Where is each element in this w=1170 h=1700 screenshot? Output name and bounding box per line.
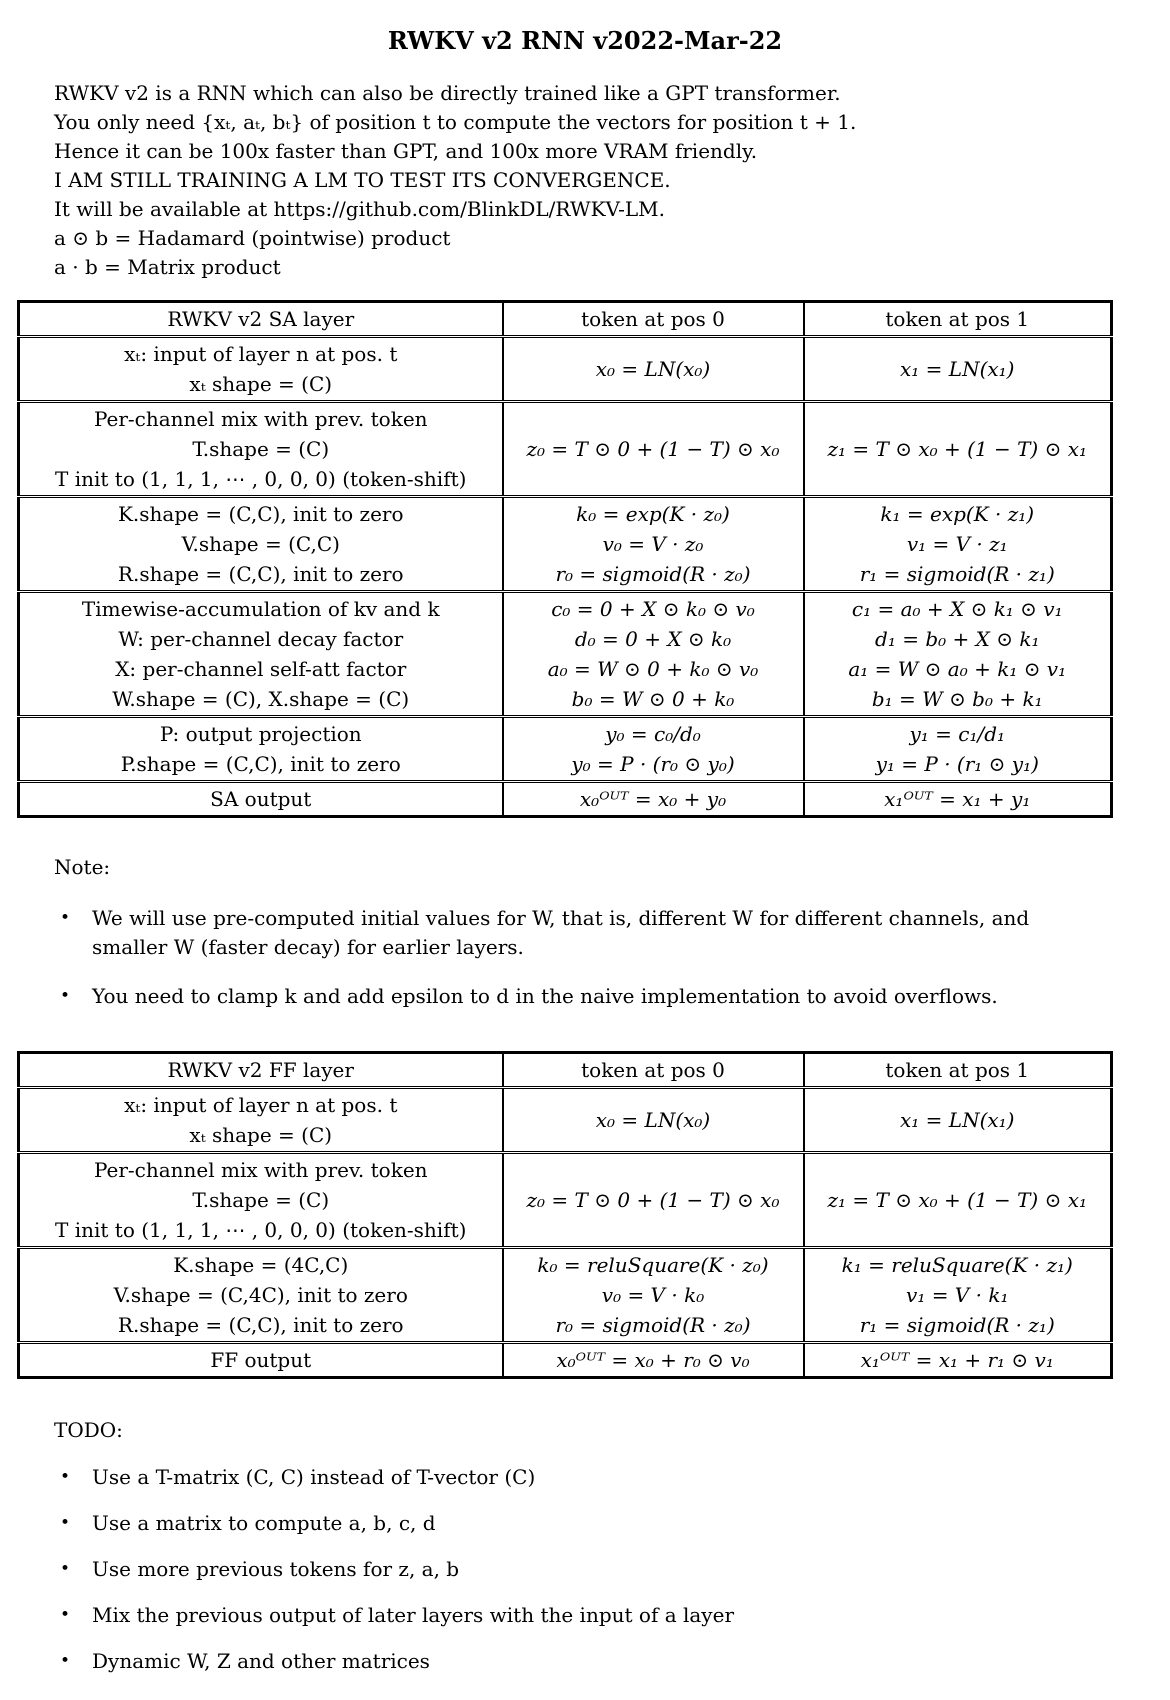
desc-cell	[19, 717, 503, 782]
formula-line: k₀ = reluSquare(K · z₀)	[537, 1253, 769, 1277]
formula-line: k₁ = reluSquare(K · z₁)	[841, 1253, 1073, 1277]
sa-layer-table	[17, 300, 1113, 818]
formula-line: v₁ = V · z₁	[906, 532, 1008, 556]
formula-line: d₀ = 0 + X ⊙ k₀	[574, 627, 732, 651]
bullet-icon: •	[60, 986, 71, 1006]
sa-row-proj	[19, 717, 1112, 782]
document-page	[0, 26, 1170, 1676]
todo-bullet-text: Use a T-matrix (C, C) instead of T-vector (C)	[92, 1465, 536, 1489]
formula-line: a₁ = W ⊙ a₀ + k₁ ⊙ v₁	[848, 657, 1067, 681]
text-line: T.shape = (C)	[192, 1188, 330, 1212]
text-line: P: output projection	[159, 722, 362, 746]
header-cell: token at pos 0	[503, 1053, 804, 1088]
formula-line: k₁ = exp(K · z₁)	[880, 502, 1035, 526]
desc-cell	[19, 402, 503, 497]
pos0-cell	[503, 1088, 804, 1153]
text-line: R.shape = (C,C), init to zero	[117, 1313, 404, 1337]
formula-line: x₀ = LN(x₀)	[595, 1108, 711, 1132]
desc-cell	[19, 782, 503, 817]
pos1-cell	[804, 1088, 1112, 1153]
pos1-cell	[804, 1248, 1112, 1343]
pos1-cell	[804, 1343, 1112, 1378]
formula-line: r₀ = sigmoid(R · z₀)	[555, 562, 751, 586]
pos0-cell	[503, 337, 804, 402]
todo-bullet-text: Use a matrix to compute a, b, c, d	[92, 1511, 436, 1535]
text-line: xₜ: input of layer n at pos. t	[124, 1093, 398, 1117]
bullet-icon: •	[60, 908, 71, 928]
intro-line: RWKV v2 is a RNN which can also be directly trained like a GPT transformer.	[54, 81, 841, 105]
desc-cell	[19, 1343, 503, 1378]
todo-bullet-item	[60, 1555, 1170, 1584]
note-bullet-text: You need to clamp k and add epsilon to d in the naive implementation to avoid overflows.	[92, 984, 998, 1008]
sa-row-input	[19, 337, 1112, 402]
header-cell: token at pos 1	[804, 302, 1112, 337]
pos1-cell	[804, 1153, 1112, 1248]
text-line: K.shape = (4C,C)	[173, 1253, 349, 1277]
formula-line: r₁ = sigmoid(R · z₁)	[859, 562, 1055, 586]
text-line: W.shape = (C), X.shape = (C)	[112, 687, 410, 711]
text-line: xₜ shape = (C)	[189, 372, 333, 396]
formula-line: r₁ = sigmoid(R · z₁)	[859, 1313, 1055, 1337]
pos0-cell	[503, 1248, 804, 1343]
formula-line: z₀ = T ⊙ 0 + (1 − T) ⊙ x₀	[526, 1188, 780, 1212]
intro-line: You only need {xₜ, aₜ, bₜ} of position t to compute the vectors for position t + 1.	[54, 110, 857, 134]
text-line: Per-channel mix with prev. token	[93, 407, 428, 431]
text-line: V.shape = (C,4C), init to zero	[113, 1283, 408, 1307]
sa-table-header-row	[19, 302, 1112, 337]
formula-line: y₁ = P · (r₁ ⊙ y₁)	[875, 752, 1039, 776]
text-line: FF output	[210, 1348, 312, 1372]
formula-line: z₁ = T ⊙ x₀ + (1 − T) ⊙ x₁	[827, 1188, 1088, 1212]
text-line: P.shape = (C,C), init to zero	[120, 752, 401, 776]
todo-bullet-text: Use more previous tokens for z, a, b	[92, 1557, 460, 1581]
ff-table-header-row	[19, 1053, 1112, 1088]
formula-line: x₁ = LN(x₁)	[900, 1108, 1015, 1132]
ff-row-mix	[19, 1153, 1112, 1248]
header-cell: RWKV v2 SA layer	[19, 302, 503, 337]
formula-line: x₀ᴼᵁᵀ = x₀ + y₀	[579, 787, 727, 811]
pos1-cell	[804, 497, 1112, 592]
formula-line: x₀ᴼᵁᵀ = x₀ + r₀ ⊙ v₀	[556, 1348, 750, 1372]
header-cell: RWKV v2 FF layer	[19, 1053, 503, 1088]
intro-line: a ⊙ b = Hadamard (pointwise) product	[54, 226, 451, 250]
todo-section	[54, 1415, 1170, 1676]
text-line: T init to (1, 1, 1, ⋯ , 0, 0, 0) (token-shift)	[55, 467, 467, 491]
pos0-cell	[503, 497, 804, 592]
sa-row-accum	[19, 592, 1112, 717]
text-line: xₜ: input of layer n at pos. t	[124, 342, 398, 366]
todo-bullet-item	[60, 1601, 1170, 1630]
formula-line: x₀ = LN(x₀)	[595, 357, 711, 381]
page-title: RWKV v2 RNN v2022-Mar-22	[387, 26, 783, 55]
formula-line: z₀ = T ⊙ 0 + (1 − T) ⊙ x₀	[526, 437, 780, 461]
intro-line: a · b = Matrix product	[54, 255, 281, 279]
todo-bullet-item	[60, 1647, 1170, 1676]
intro-paragraph	[54, 79, 1130, 282]
note-section	[54, 852, 1170, 1011]
intro-line-repo-url: It will be available at https://github.com/BlinkDL/RWKV-LM.	[54, 197, 666, 221]
ff-layer-table	[17, 1051, 1113, 1379]
formula-line: y₁ = c₁/d₁	[909, 722, 1006, 746]
note-heading: Note:	[54, 855, 111, 879]
formula-line: r₀ = sigmoid(R · z₀)	[555, 1313, 751, 1337]
todo-bullet-text: Mix the previous output of later layers with the input of a layer	[92, 1603, 735, 1627]
desc-cell	[19, 1153, 503, 1248]
text-line: T init to (1, 1, 1, ⋯ , 0, 0, 0) (token-shift)	[55, 1218, 467, 1242]
formula-line: v₀ = V · k₀	[601, 1283, 705, 1307]
todo-bullet-text: Dynamic W, Z and other matrices	[92, 1649, 430, 1673]
formula-line: v₀ = V · z₀	[602, 532, 704, 556]
intro-line: I AM STILL TRAINING A LM TO TEST ITS CONVERGENCE.	[54, 168, 671, 192]
formula-line: z₁ = T ⊙ x₀ + (1 − T) ⊙ x₁	[827, 437, 1088, 461]
ff-row-input	[19, 1088, 1112, 1153]
note-bullet-item	[60, 982, 1170, 1011]
todo-heading: TODO:	[54, 1418, 123, 1442]
pos0-cell	[503, 402, 804, 497]
intro-line: Hence it can be 100x faster than GPT, and 100x more VRAM friendly.	[54, 139, 758, 163]
formula-line: c₀ = 0 + X ⊙ k₀ ⊙ v₀	[551, 597, 755, 621]
bullet-icon: •	[60, 1467, 71, 1487]
ff-row-kvr	[19, 1248, 1112, 1343]
formula-line: b₁ = W ⊙ b₀ + k₁	[871, 687, 1043, 711]
text-line: V.shape = (C,C)	[181, 532, 340, 556]
pos0-cell	[503, 782, 804, 817]
desc-cell	[19, 497, 503, 592]
formula-line: k₀ = exp(K · z₀)	[576, 502, 730, 526]
formula-line: b₀ = W ⊙ 0 + k₀	[571, 687, 735, 711]
sa-row-kvr	[19, 497, 1112, 592]
text-line: X: per-channel self-att factor	[115, 657, 407, 681]
ff-row-output	[19, 1343, 1112, 1378]
pos1-cell	[804, 782, 1112, 817]
text-line: K.shape = (C,C), init to zero	[117, 502, 404, 526]
desc-cell	[19, 1088, 503, 1153]
bullet-icon: •	[60, 1559, 71, 1579]
formula-line: y₀ = c₀/d₀	[605, 722, 701, 746]
formula-line: x₁ = LN(x₁)	[900, 357, 1015, 381]
formula-line: y₀ = P · (r₀ ⊙ y₀)	[571, 752, 735, 776]
sa-row-mix	[19, 402, 1112, 497]
sa-row-output	[19, 782, 1112, 817]
bullet-icon: •	[60, 1651, 71, 1671]
todo-bullet-item	[60, 1463, 1170, 1492]
pos0-cell	[503, 1343, 804, 1378]
formula-line: x₁ᴼᵁᵀ = x₁ + r₁ ⊙ v₁	[860, 1348, 1054, 1372]
header-cell: token at pos 0	[503, 302, 804, 337]
todo-bullet-item	[60, 1509, 1170, 1538]
header-cell: token at pos 1	[804, 1053, 1112, 1088]
text-line: T.shape = (C)	[192, 437, 330, 461]
desc-cell	[19, 337, 503, 402]
desc-cell	[19, 592, 503, 717]
desc-cell	[19, 1248, 503, 1343]
pos0-cell	[503, 717, 804, 782]
formula-line: v₁ = V · k₁	[906, 1283, 1009, 1307]
text-line: W: per-channel decay factor	[118, 627, 404, 651]
text-line: Timewise-accumulation of kv and k	[81, 597, 440, 621]
text-line: SA output	[210, 787, 312, 811]
note-bullet-item	[60, 904, 1170, 962]
pos1-cell	[804, 337, 1112, 402]
pos0-cell	[503, 592, 804, 717]
formula-line: d₁ = b₀ + X ⊙ k₁	[875, 627, 1040, 651]
pos0-cell	[503, 1153, 804, 1248]
formula-line: x₁ᴼᵁᵀ = x₁ + y₁	[884, 787, 1031, 811]
text-line: Per-channel mix with prev. token	[93, 1158, 428, 1182]
bullet-icon: •	[60, 1513, 71, 1533]
formula-line: a₀ = W ⊙ 0 + k₀ ⊙ v₀	[547, 657, 759, 681]
bullet-icon: •	[60, 1605, 71, 1625]
pos1-cell	[804, 592, 1112, 717]
note-bullet-text: We will use pre-computed initial values for W, that is, different W for different channels, and smaller W (faster decay) for earlier layers.	[92, 906, 1030, 959]
text-line: R.shape = (C,C), init to zero	[117, 562, 404, 586]
text-line: xₜ shape = (C)	[189, 1123, 333, 1147]
pos1-cell	[804, 717, 1112, 782]
formula-line: c₁ = a₀ + X ⊙ k₁ ⊙ v₁	[851, 597, 1063, 621]
pos1-cell	[804, 402, 1112, 497]
